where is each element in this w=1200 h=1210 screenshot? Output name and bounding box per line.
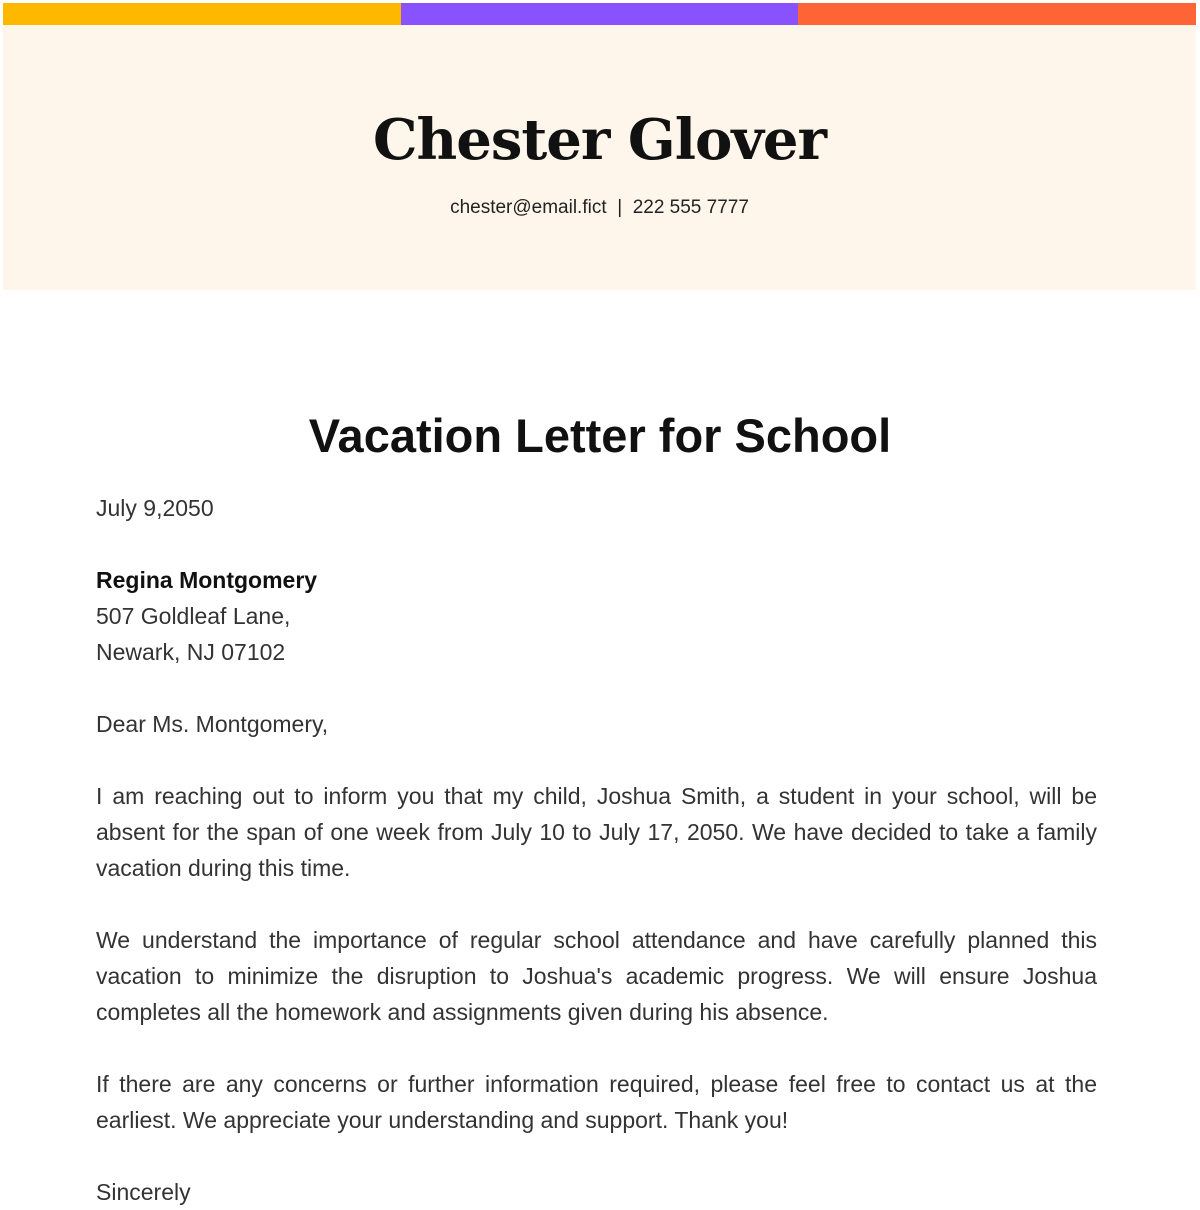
recipient-name: Regina Montgomery [96,567,318,593]
sender-email: chester@email.fict [450,197,607,218]
orange-bar [798,3,1196,25]
sender-name: Chester Glover [372,107,827,173]
paragraph-1: I am reaching out to inform you that my child, Joshua Smith, a student in your school, will be absent for the span of one week from July 10 to July 17, 2050. We have decided to take a family vacation during this time. [96,783,1097,881]
paragraph-2: We understand the importance of regular school attendance and have carefully planned this vacation to minimize the disruption to Joshua's academic progress. We will ensure Joshua completes all the homework and assignments given during his absence. [96,927,1097,1025]
letter-date: July 9,2050 [96,495,214,521]
recipient-address-line1: 507 Goldleaf Lane, [96,603,291,629]
letter-title: Vacation Letter for School [308,409,892,462]
sender-phone: 222 555 7777 [632,197,749,218]
letter-body [96,490,1097,1210]
color-bars [3,3,1196,25]
purple-bar [401,3,799,25]
recipient-address-line2: Newark, NJ 07102 [96,639,286,665]
paragraph-3: If there are any concerns or further information required, please feel free to contact us at the earliest. We appreciate your understanding and support. Thank you! [96,1071,1097,1133]
letterhead [3,25,1196,290]
sender-contact [3,197,1196,219]
salutation: Dear Ms. Montgomery, [96,711,329,737]
yellow-bar [3,3,401,25]
closing: Sincerely [96,1179,191,1205]
separator: | [617,197,623,218]
